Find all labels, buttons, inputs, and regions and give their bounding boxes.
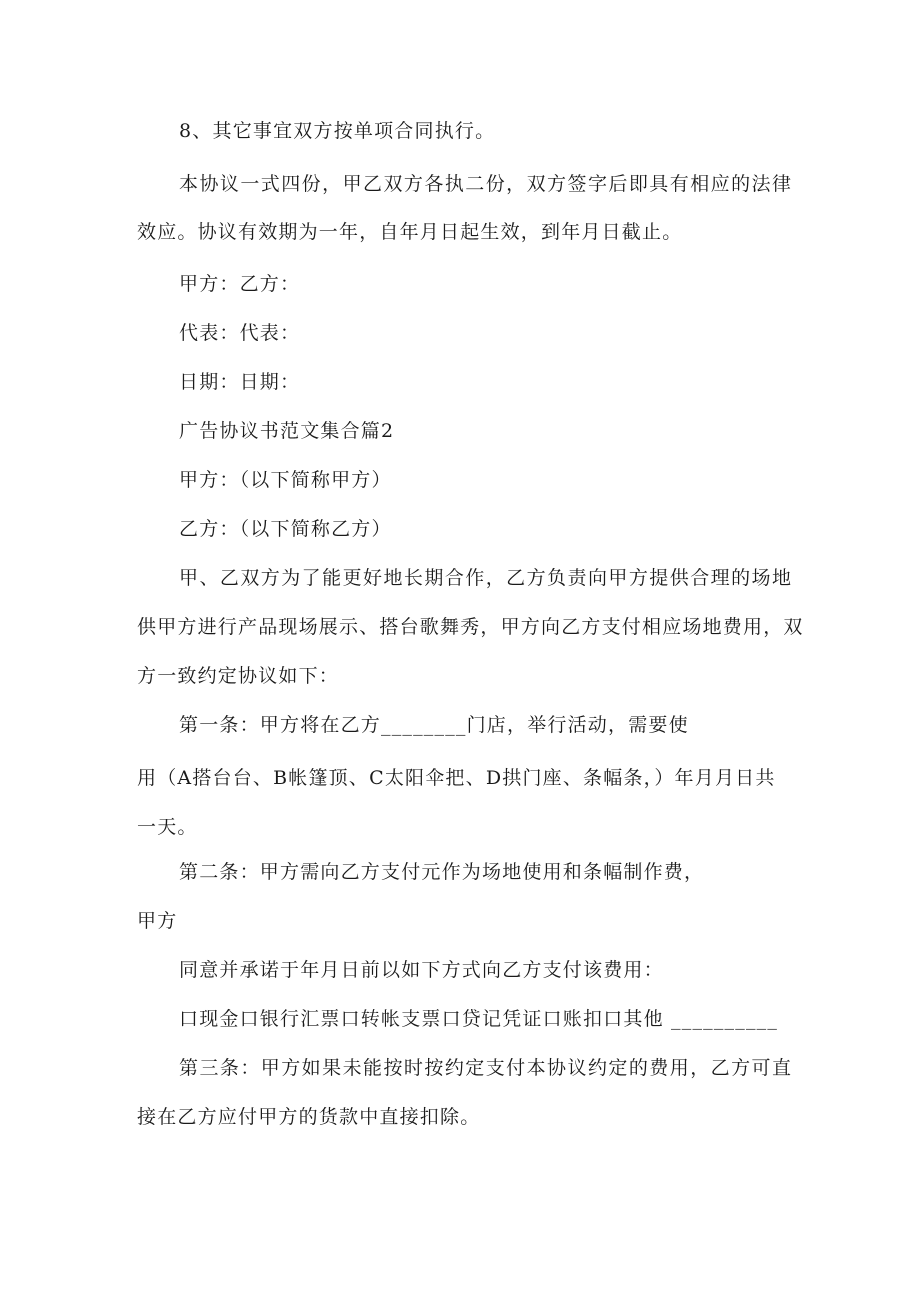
payment-consent-line: 同意并承诺于年月日前以如下方式向乙方支付该费用： <box>179 959 664 981</box>
article-1-line-3: 一天。 <box>137 816 198 838</box>
article-2-line-2: 甲方 <box>137 910 178 932</box>
section-title: 广告协议书范文集合篇2 <box>179 420 395 442</box>
party-signature-line: 甲方：乙方： <box>179 273 301 295</box>
copies-paragraph-line-2: 效应。协议有效期为一年，自年月日起生效，到年月日截止。 <box>137 221 683 243</box>
article-3-line-2: 接在乙方应付甲方的货款中直接扣除。 <box>137 1106 481 1128</box>
date-line: 日期：日期： <box>179 371 301 393</box>
representative-line: 代表：代表： <box>179 322 301 344</box>
intro-paragraph-line-2: 供甲方进行产品现场展示、搭台歌舞秀，甲方向乙方支付相应场地费用，双 <box>137 616 804 638</box>
party-a-line: 甲方：（以下简称甲方） <box>179 469 392 491</box>
copies-paragraph-line-1: 本协议一式四份，甲乙双方各执二份，双方签字后即具有相应的法律 <box>179 173 791 195</box>
article-1-line-1: 第一条：甲方将在乙方________门店，举行活动，需要使 <box>179 714 689 736</box>
clause-8-line: 8、其它事宜双方按单项合同执行。 <box>179 120 496 142</box>
party-b-line: 乙方：（以下简称乙方） <box>179 518 392 540</box>
payment-methods-line: 口现金口银行汇票口转帐支票口贷记凭证口账扣口其他 __________ <box>179 1008 779 1030</box>
article-1-line-2: 用（A搭台台、B帐篷顶、C太阳伞把、D拱门座、条幅条，）年月月日共 <box>137 767 776 789</box>
intro-paragraph-line-1: 甲、乙双方为了能更好地长期合作，乙方负责向甲方提供合理的场地 <box>179 567 791 589</box>
intro-paragraph-line-3: 方一致约定协议如下： <box>137 665 340 687</box>
article-2-line-1: 第二条：甲方需向乙方支付元作为场地使用和条幅制作费， <box>179 861 705 883</box>
article-3-line-1: 第三条：甲方如果未能按时按约定支付本协议约定的费用，乙方可直 <box>179 1057 791 1079</box>
